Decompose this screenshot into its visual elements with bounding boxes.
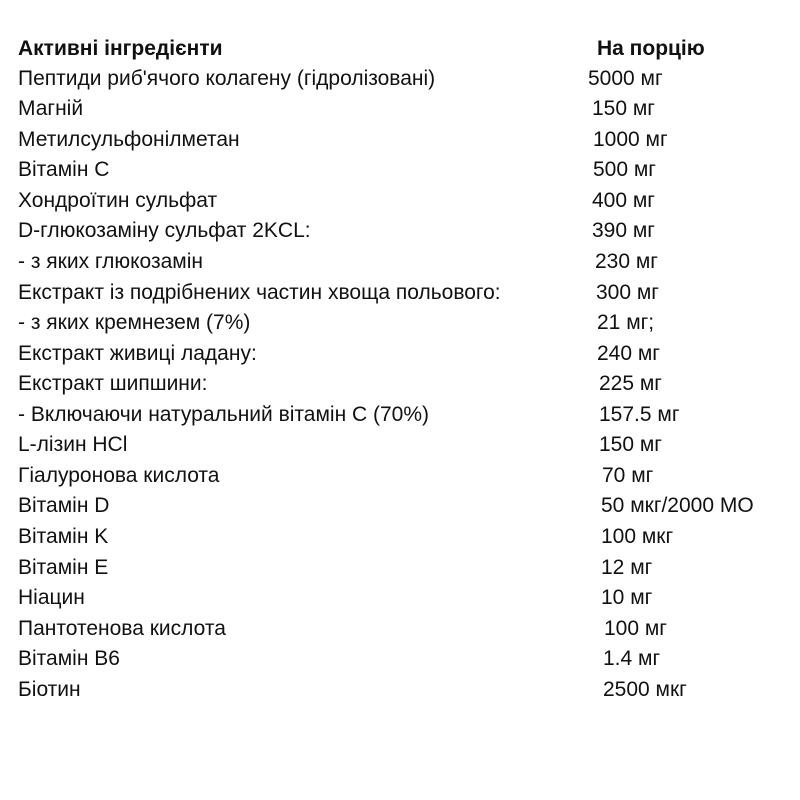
ingredients-heading: Активні інгредієнти (18, 37, 223, 60)
ingredient-row (0, 186, 800, 216)
ingredient-name: Вітамін D (18, 494, 110, 517)
ingredient-name: - з яких кремнезем (7%) (18, 311, 251, 334)
ingredient-name: Екстракт живиці ладану: (18, 342, 257, 365)
serving-heading: На порцію (597, 37, 705, 60)
ingredient-amount: 5000 мг (588, 67, 663, 90)
ingredient-name: Біотин (18, 678, 81, 701)
ingredient-row (0, 491, 800, 521)
ingredient-row (0, 614, 800, 644)
ingredient-name: L-лізин HCl (18, 433, 128, 456)
ingredient-name: Вітамін B6 (18, 647, 120, 670)
ingredient-name: Пантотенова кислота (18, 617, 226, 640)
ingredient-name: Вітамін K (18, 525, 109, 548)
ingredient-amount: 21 мг; (597, 311, 655, 334)
ingredient-amount: 1000 мг (593, 128, 668, 151)
ingredient-row (0, 400, 800, 430)
ingredient-row (0, 461, 800, 491)
ingredient-name: Пептиди риб'ячого колагену (гідролізовані) (18, 67, 436, 90)
ingredient-name: - з яких глюкозамін (18, 250, 203, 273)
ingredient-row (0, 522, 800, 552)
ingredient-name: Гіалуронова кислота (18, 464, 220, 487)
ingredient-amount: 50 мкг/2000 МО (601, 494, 754, 517)
ingredient-name: D-глюкозаміну сульфат 2KCL: (18, 219, 311, 242)
ingredient-amount: 12 мг (601, 556, 653, 579)
ingredient-amount: 390 мг (592, 219, 655, 242)
ingredient-row (0, 125, 800, 155)
header-row (0, 34, 800, 64)
ingredient-row (0, 339, 800, 369)
ingredient-row (0, 64, 800, 94)
ingredient-amount: 300 мг (596, 281, 659, 304)
ingredient-row (0, 216, 800, 246)
ingredient-name: Магній (18, 97, 84, 120)
ingredient-name: Метилсульфонілметан (18, 128, 240, 151)
ingredient-amount: 10 мг (601, 586, 653, 609)
ingredient-row (0, 278, 800, 308)
ingredient-amount: 400 мг (592, 189, 655, 212)
ingredient-name: Вітамін С (18, 158, 110, 181)
ingredient-name: Ніацин (18, 586, 85, 609)
ingredient-name: - Включаючи натуральний вітамін С (70%) (18, 403, 430, 426)
ingredient-amount: 240 мг (597, 342, 660, 365)
ingredient-amount: 230 мг (595, 250, 658, 273)
ingredient-row (0, 308, 800, 338)
ingredient-amount: 157.5 мг (599, 403, 680, 426)
ingredient-row (0, 583, 800, 613)
ingredient-name: Екстракт шипшини: (18, 372, 208, 395)
ingredient-amount: 150 мг (599, 433, 662, 456)
ingredient-row (0, 644, 800, 674)
ingredient-amount: 1.4 мг (603, 647, 661, 670)
ingredient-amount: 225 мг (599, 372, 662, 395)
ingredient-row (0, 247, 800, 277)
ingredient-name: Екстракт із подрібнених частин хвоща польового: (18, 281, 501, 304)
ingredient-name: Вітамін E (18, 556, 109, 579)
ingredient-amount: 2500 мкг (603, 678, 687, 701)
ingredient-row (0, 675, 800, 705)
ingredient-row (0, 430, 800, 460)
ingredient-amount: 150 мг (592, 97, 655, 120)
ingredient-row (0, 369, 800, 399)
ingredient-amount: 500 мг (593, 158, 656, 181)
ingredient-row (0, 553, 800, 583)
ingredient-row (0, 94, 800, 124)
ingredient-amount: 70 мг (602, 464, 654, 487)
ingredient-name: Хондроїтин сульфат (18, 189, 218, 212)
ingredient-amount: 100 мг (604, 617, 667, 640)
ingredient-row (0, 155, 800, 185)
ingredient-amount: 100 мкг (601, 525, 674, 548)
